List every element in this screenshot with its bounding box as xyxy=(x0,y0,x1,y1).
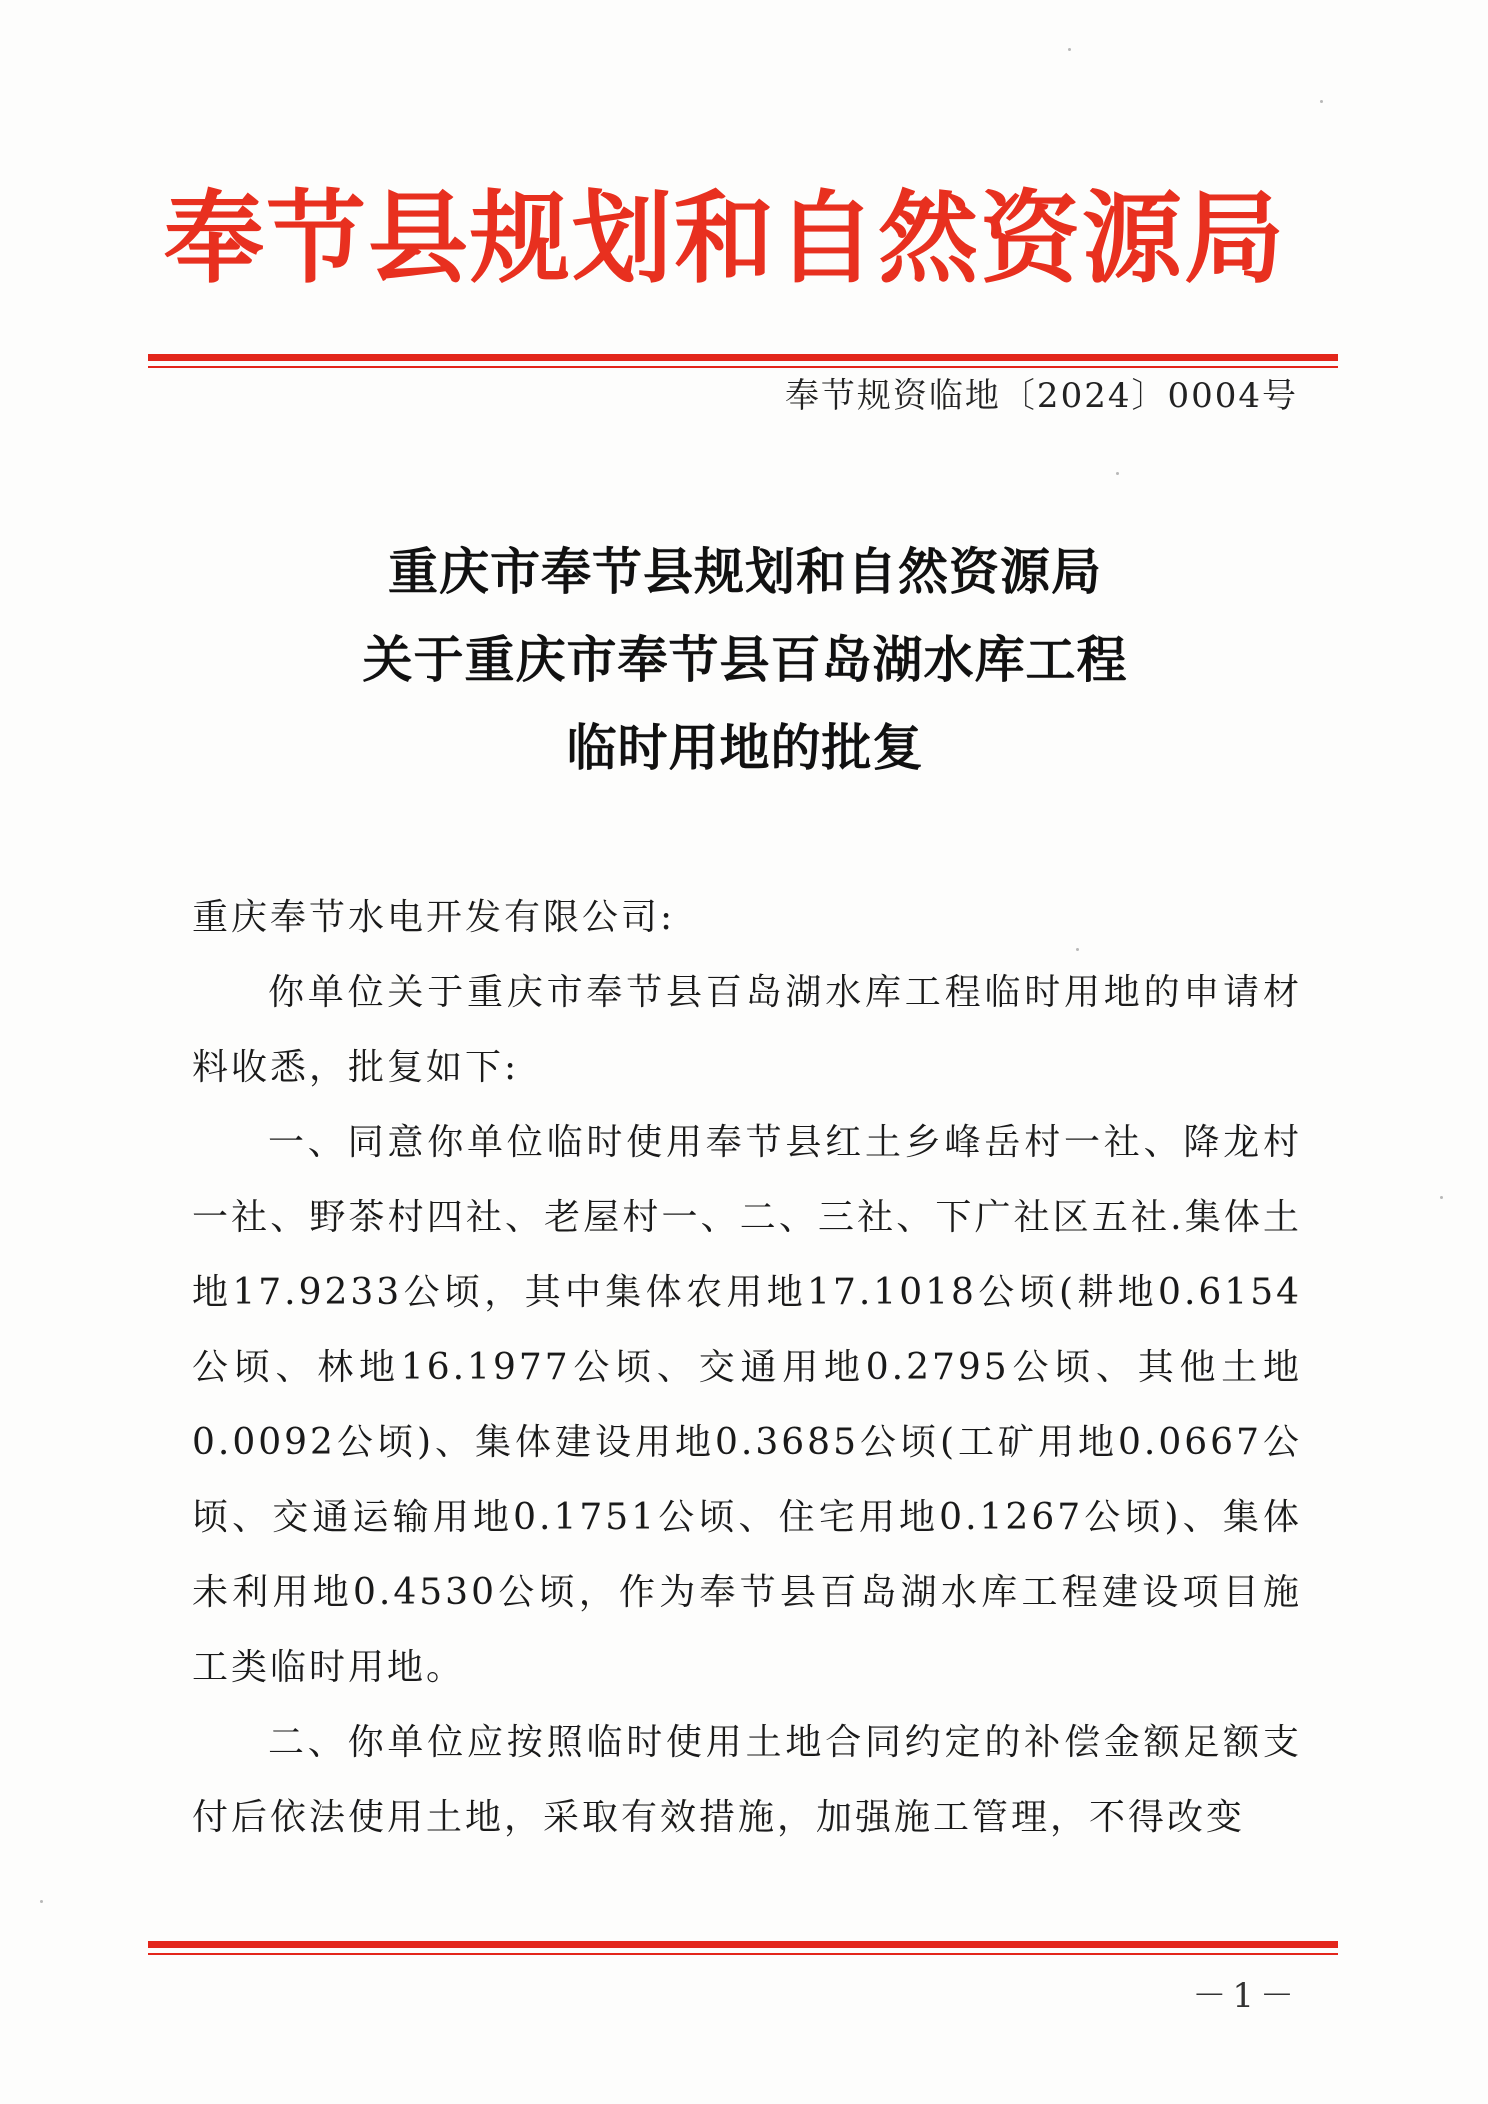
footer-red-rule xyxy=(148,1941,1338,1948)
document-body xyxy=(192,880,1302,1855)
title-line: 重庆市奉节县规划和自然资源局 xyxy=(388,542,1102,601)
scan-speck xyxy=(40,1900,43,1903)
title-line: 临时用地的批复 xyxy=(566,718,924,777)
body-paragraph: 一、同意你单位临时使用奉节县红土乡峰岳村一社、降龙村一社、野茶村四社、老屋村一、二、三社、下广社区五社.集体土地17.9233公顷，其中集体农用地17.1018公顷(耕地0.6154公顷、林地16.1977公顷、交通用地0.2795公顷、其他土地0.0092公顷)、集体建设用地0.3685公顷(工矿用地0.0667公顷、交通运输用地0.1751公顷、住宅用地0.1267公顷)、集体未利用地0.4530公顷，作为奉节县百岛湖水库工程建设项目施工类临时用地。 xyxy=(192,1122,1302,1688)
scan-speck xyxy=(1320,100,1323,103)
scan-speck xyxy=(1116,472,1119,475)
header-red-rule xyxy=(148,354,1338,361)
scan-speck xyxy=(1068,48,1071,51)
salutation: 重庆奉节水电开发有限公司: xyxy=(192,897,676,938)
masthead-title: 奉节县规划和自然资源局 xyxy=(164,179,1286,297)
footer-red-rule-thin xyxy=(148,1953,1338,1955)
document-number: 奉节规资临地〔2024〕0004号 xyxy=(784,376,1298,416)
scan-speck xyxy=(1440,1196,1443,1199)
body-paragraph: 二、你单位应按照临时使用土地合同约定的补偿金额足额支付后依法使用土地，采取有效措施，加强施工管理，不得改变 xyxy=(192,1722,1302,1838)
body-paragraph: 你单位关于重庆市奉节县百岛湖水库工程临时用地的申请材料收悉，批复如下: xyxy=(192,972,1302,1088)
title-line: 关于重庆市奉节县百岛湖水库工程 xyxy=(362,630,1128,689)
scan-speck xyxy=(1076,948,1079,951)
header-red-rule-thin xyxy=(148,366,1338,368)
document-title xyxy=(150,528,1340,792)
page-number: －1－ xyxy=(1192,1976,1300,2016)
